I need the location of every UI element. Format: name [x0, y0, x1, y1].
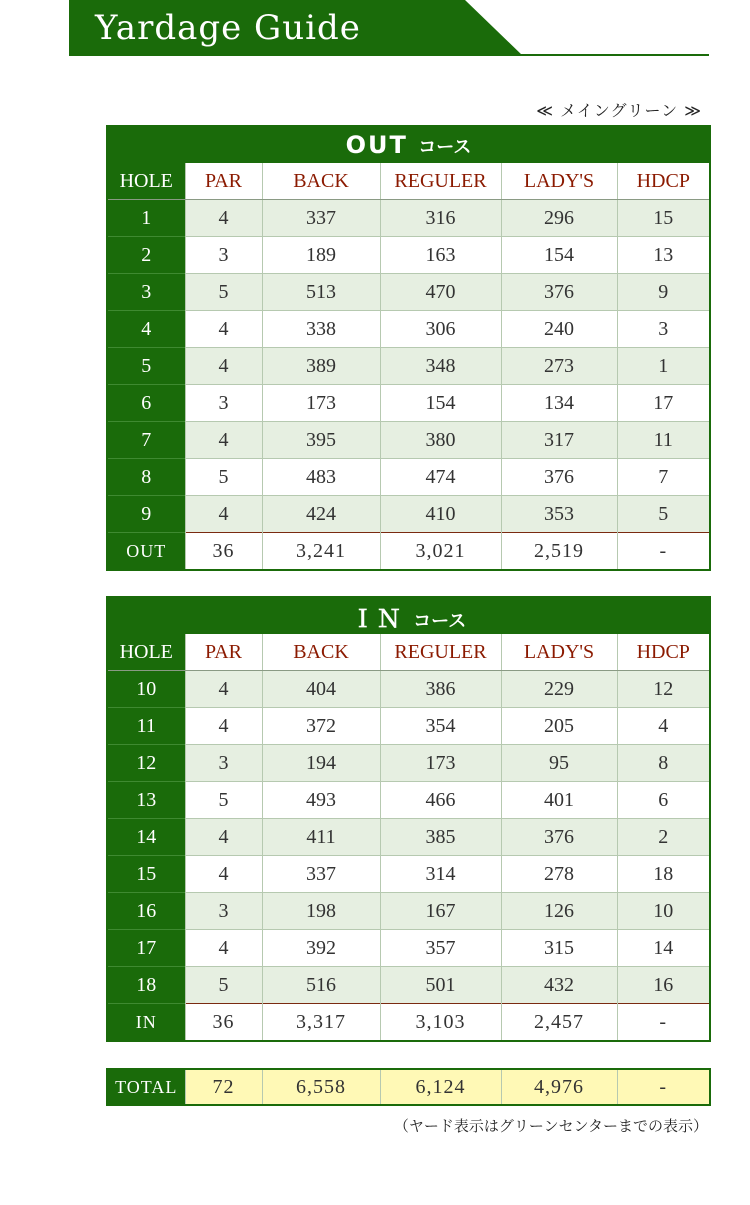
regular-total-cell: 6,124 — [380, 1069, 501, 1105]
in-summary-row — [107, 1004, 710, 1042]
table-row — [107, 671, 710, 708]
ladys-cell: 401 — [501, 782, 617, 819]
par-cell: 5 — [185, 782, 262, 819]
out-summary-row — [107, 533, 710, 571]
hole-cell: IN — [107, 1004, 185, 1042]
page-title: Yardage Guide — [95, 8, 361, 48]
hole-cell: OUT — [107, 533, 185, 571]
hdcp-cell: 13 — [617, 237, 710, 274]
par-cell: 5 — [185, 274, 262, 311]
back-cell: 424 — [262, 496, 380, 533]
par-cell: 3 — [185, 385, 262, 422]
hole-total-cell: TOTAL — [107, 1069, 185, 1105]
hole-cell: 7 — [107, 422, 185, 459]
back-cell: 189 — [262, 237, 380, 274]
hdcp-cell: 16 — [617, 967, 710, 1004]
hole-cell: 4 — [107, 311, 185, 348]
regular-cell: 314 — [380, 856, 501, 893]
hdcp-cell: 8 — [617, 745, 710, 782]
table-row — [107, 311, 710, 348]
out-course-title — [107, 126, 710, 163]
regular-cell: 466 — [380, 782, 501, 819]
par-cell: 4 — [185, 708, 262, 745]
out-column-header-row — [107, 163, 710, 200]
par-cell: 36 — [185, 533, 262, 571]
ladys-cell: 126 — [501, 893, 617, 930]
back-cell: 513 — [262, 274, 380, 311]
table-row — [107, 237, 710, 274]
back-cell: 337 — [262, 200, 380, 237]
hole-cell: 16 — [107, 893, 185, 930]
back-cell: 483 — [262, 459, 380, 496]
regular-cell: 167 — [380, 893, 501, 930]
hdcp-cell: 14 — [617, 930, 710, 967]
table-row — [107, 819, 710, 856]
regular-cell: 386 — [380, 671, 501, 708]
in-course-title-main: ＩＮ — [350, 604, 403, 633]
column-header-hole: HOLE — [107, 163, 185, 200]
column-header-ladys: LADY'S — [501, 163, 617, 200]
out-course-title-suffix: コース — [418, 137, 472, 158]
column-header-hole: HOLE — [107, 634, 185, 671]
back-cell: 516 — [262, 967, 380, 1004]
hdcp-cell: 12 — [617, 671, 710, 708]
ladys-cell: 273 — [501, 348, 617, 385]
par-cell: 3 — [185, 237, 262, 274]
hole-cell: 15 — [107, 856, 185, 893]
column-header-regular: REGULER — [380, 634, 501, 671]
par-cell: 5 — [185, 967, 262, 1004]
ladys-cell: 278 — [501, 856, 617, 893]
hole-cell: 17 — [107, 930, 185, 967]
table-row — [107, 385, 710, 422]
hole-cell: 12 — [107, 745, 185, 782]
hdcp-cell: 3 — [617, 311, 710, 348]
hole-cell: 2 — [107, 237, 185, 274]
column-header-back: BACK — [262, 634, 380, 671]
table-row — [107, 782, 710, 819]
back-cell: 404 — [262, 671, 380, 708]
hdcp-cell: 18 — [617, 856, 710, 893]
total-row — [107, 1069, 710, 1105]
hdcp-cell: 9 — [617, 274, 710, 311]
out-table-body — [107, 200, 710, 571]
hole-cell: 11 — [107, 708, 185, 745]
back-cell: 411 — [262, 819, 380, 856]
table-row — [107, 459, 710, 496]
par-cell: 4 — [185, 819, 262, 856]
column-header-back: BACK — [262, 163, 380, 200]
hdcp-cell: 6 — [617, 782, 710, 819]
hole-cell: 9 — [107, 496, 185, 533]
table-row — [107, 893, 710, 930]
table-row — [107, 348, 710, 385]
ladys-total-cell: 4,976 — [501, 1069, 617, 1105]
ladys-cell: 296 — [501, 200, 617, 237]
par-total-cell: 72 — [185, 1069, 262, 1105]
ladys-cell: 229 — [501, 671, 617, 708]
regular-cell: 348 — [380, 348, 501, 385]
hdcp-cell: 7 — [617, 459, 710, 496]
table-row — [107, 274, 710, 311]
hdcp-cell: 10 — [617, 893, 710, 930]
yardage-footnote: （ヤード表示はグリーンセンターまでの表示） — [393, 1117, 708, 1135]
regular-cell: 306 — [380, 311, 501, 348]
ladys-cell: 376 — [501, 274, 617, 311]
table-row — [107, 745, 710, 782]
in-course-title-suffix: コース — [413, 610, 467, 632]
par-cell: 4 — [185, 348, 262, 385]
table-row — [107, 496, 710, 533]
ladys-cell: 2,457 — [501, 1004, 617, 1042]
par-cell: 4 — [185, 496, 262, 533]
regular-cell: 380 — [380, 422, 501, 459]
ladys-cell: 317 — [501, 422, 617, 459]
par-cell: 4 — [185, 422, 262, 459]
hdcp-cell: 4 — [617, 708, 710, 745]
regular-cell: 474 — [380, 459, 501, 496]
hole-cell: 14 — [107, 819, 185, 856]
hdcp-cell: - — [617, 1004, 710, 1042]
ladys-cell: 134 — [501, 385, 617, 422]
ladys-cell: 432 — [501, 967, 617, 1004]
regular-cell: 385 — [380, 819, 501, 856]
back-cell: 493 — [262, 782, 380, 819]
back-cell: 173 — [262, 385, 380, 422]
column-header-hdcp: HDCP — [617, 634, 710, 671]
par-cell: 4 — [185, 311, 262, 348]
hdcp-cell: 1 — [617, 348, 710, 385]
regular-cell: 163 — [380, 237, 501, 274]
hdcp-cell: 15 — [617, 200, 710, 237]
table-row — [107, 930, 710, 967]
ladys-cell: 315 — [501, 930, 617, 967]
ladys-cell: 376 — [501, 459, 617, 496]
hole-cell: 8 — [107, 459, 185, 496]
in-course-table — [106, 596, 711, 1042]
par-cell: 36 — [185, 1004, 262, 1042]
column-header-ladys: LADY'S — [501, 634, 617, 671]
main-green-note: ≪ メイングリーン ≫ — [536, 101, 702, 120]
back-cell: 338 — [262, 311, 380, 348]
par-cell: 3 — [185, 893, 262, 930]
column-header-regular: REGULER — [380, 163, 501, 200]
total-table — [106, 1068, 711, 1106]
back-cell: 3,317 — [262, 1004, 380, 1042]
hdcp-cell: 11 — [617, 422, 710, 459]
column-header-par: PAR — [185, 163, 262, 200]
hole-cell: 1 — [107, 200, 185, 237]
back-cell: 389 — [262, 348, 380, 385]
par-cell: 4 — [185, 200, 262, 237]
regular-cell: 173 — [380, 745, 501, 782]
regular-cell: 316 — [380, 200, 501, 237]
back-cell: 198 — [262, 893, 380, 930]
hdcp-cell: - — [617, 533, 710, 571]
hole-cell: 18 — [107, 967, 185, 1004]
hdcp-cell: 17 — [617, 385, 710, 422]
par-cell: 3 — [185, 745, 262, 782]
hole-cell: 6 — [107, 385, 185, 422]
hole-cell: 3 — [107, 274, 185, 311]
ladys-cell: 154 — [501, 237, 617, 274]
par-cell: 4 — [185, 856, 262, 893]
in-table-body — [107, 671, 710, 1042]
par-cell: 5 — [185, 459, 262, 496]
table-row — [107, 967, 710, 1004]
ladys-cell: 205 — [501, 708, 617, 745]
back-cell: 392 — [262, 930, 380, 967]
table-row — [107, 708, 710, 745]
hole-cell: 13 — [107, 782, 185, 819]
ladys-cell: 2,519 — [501, 533, 617, 571]
back-cell: 3,241 — [262, 533, 380, 571]
back-cell: 337 — [262, 856, 380, 893]
ladys-cell: 376 — [501, 819, 617, 856]
ladys-cell: 95 — [501, 745, 617, 782]
back-cell: 372 — [262, 708, 380, 745]
regular-cell: 410 — [380, 496, 501, 533]
table-row — [107, 422, 710, 459]
regular-cell: 501 — [380, 967, 501, 1004]
column-header-par: PAR — [185, 634, 262, 671]
par-cell: 4 — [185, 930, 262, 967]
in-course-title — [107, 597, 710, 634]
regular-cell: 154 — [380, 385, 501, 422]
hole-cell: 5 — [107, 348, 185, 385]
back-cell: 194 — [262, 745, 380, 782]
hdcp-total-cell: - — [617, 1069, 710, 1105]
par-cell: 4 — [185, 671, 262, 708]
in-column-header-row — [107, 634, 710, 671]
out-course-title-main: OUT — [345, 131, 408, 159]
regular-cell: 470 — [380, 274, 501, 311]
title-underline — [69, 54, 709, 56]
table-row — [107, 856, 710, 893]
hdcp-cell: 2 — [617, 819, 710, 856]
regular-cell: 354 — [380, 708, 501, 745]
regular-cell: 3,103 — [380, 1004, 501, 1042]
ladys-cell: 353 — [501, 496, 617, 533]
hole-cell: 10 — [107, 671, 185, 708]
hdcp-cell: 5 — [617, 496, 710, 533]
regular-cell: 357 — [380, 930, 501, 967]
back-total-cell: 6,558 — [262, 1069, 380, 1105]
back-cell: 395 — [262, 422, 380, 459]
regular-cell: 3,021 — [380, 533, 501, 571]
column-header-hdcp: HDCP — [617, 163, 710, 200]
table-row — [107, 200, 710, 237]
ladys-cell: 240 — [501, 311, 617, 348]
out-course-table — [106, 125, 711, 571]
